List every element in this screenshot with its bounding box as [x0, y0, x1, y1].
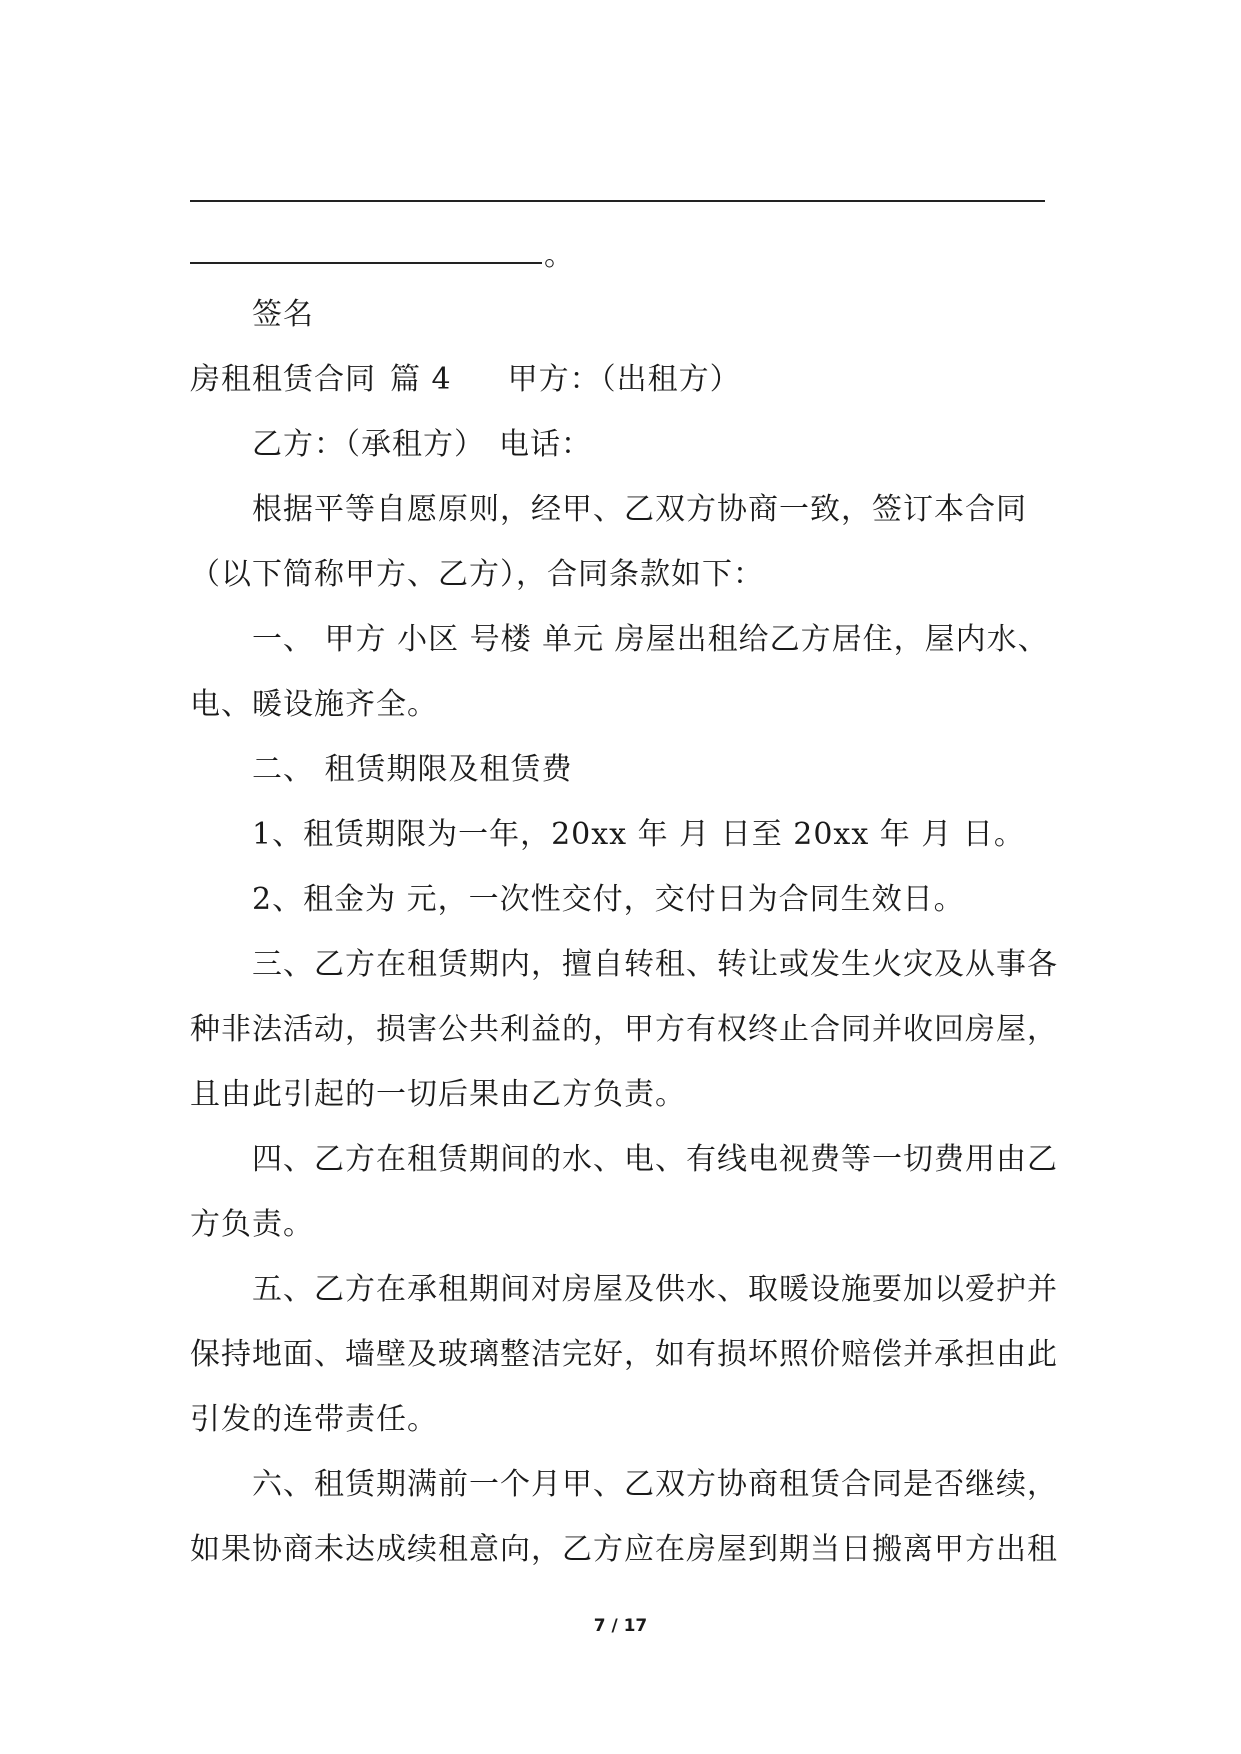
- contract-section: 篇 4: [390, 362, 452, 397]
- clause-4-line: 四、乙方在租赁期间的水、电、有线电视费等一切费用由乙: [252, 1142, 1058, 1177]
- clause-5-line: 五、乙方在承租期间对房屋及供水、取暖设施要加以爱护并: [252, 1272, 1058, 1307]
- party-a-label: 甲方：（出租方）: [507, 362, 741, 397]
- contract-title: 房租租赁合同: [190, 362, 376, 397]
- clause-3-line: 种非法活动，损害公共利益的，甲方有权终止合同并收回房屋，: [190, 1012, 1058, 1047]
- clause-2-2-line: 2、租金为 元，一次性交付，交付日为合同生效日。: [252, 882, 965, 917]
- clause-3-line: 且由此引起的一切后果由乙方负责。: [190, 1077, 686, 1112]
- clause-1-line: 电、暖设施齐全。: [190, 687, 438, 722]
- clause-5-line: 引发的连带责任。: [190, 1402, 438, 1437]
- signature-label: 签名: [252, 297, 314, 332]
- page-number: 7 / 17: [593, 1616, 648, 1636]
- party-b-line: [252, 425, 592, 465]
- clause-5-line: 保持地面、墙壁及玻璃整洁完好，如有损坏照价赔偿并承担由此: [190, 1337, 1058, 1372]
- phone-label: 电话：: [499, 427, 592, 462]
- blank-fill-line-2: [190, 262, 542, 264]
- party-b-label: 乙方：（承租方）: [252, 427, 485, 462]
- clause-6-line: 六、租赁期满前一个月甲、乙双方协商租赁合同是否继续，: [252, 1467, 1058, 1502]
- paragraph-line: 根据平等自愿原则，经甲、乙双方协商一致，签订本合同: [252, 492, 1027, 527]
- clause-3-line: 三、乙方在租赁期内，擅自转租、转让或发生火灾及从事各: [252, 947, 1058, 982]
- paragraph-line: （以下简称甲方、乙方），合同条款如下：: [190, 557, 764, 592]
- clause-1-line: 一、 甲方 小区 号楼 单元 房屋出租给乙方居住，屋内水、: [252, 622, 1049, 657]
- clause-6-line: 如果协商未达成续租意向，乙方应在房屋到期当日搬离甲方出租: [190, 1532, 1058, 1567]
- blank-fill-line-1: [190, 200, 1045, 202]
- contract-heading: [190, 360, 741, 400]
- clause-2-1-line: 1、租赁期限为一年，20xx 年 月 日至 20xx 年 月 日。: [252, 817, 1025, 852]
- fill-end-mark: 。: [544, 238, 574, 273]
- clause-2-heading: 二、 租赁期限及租赁费: [252, 752, 573, 787]
- clause-4-line: 方负责。: [190, 1207, 314, 1242]
